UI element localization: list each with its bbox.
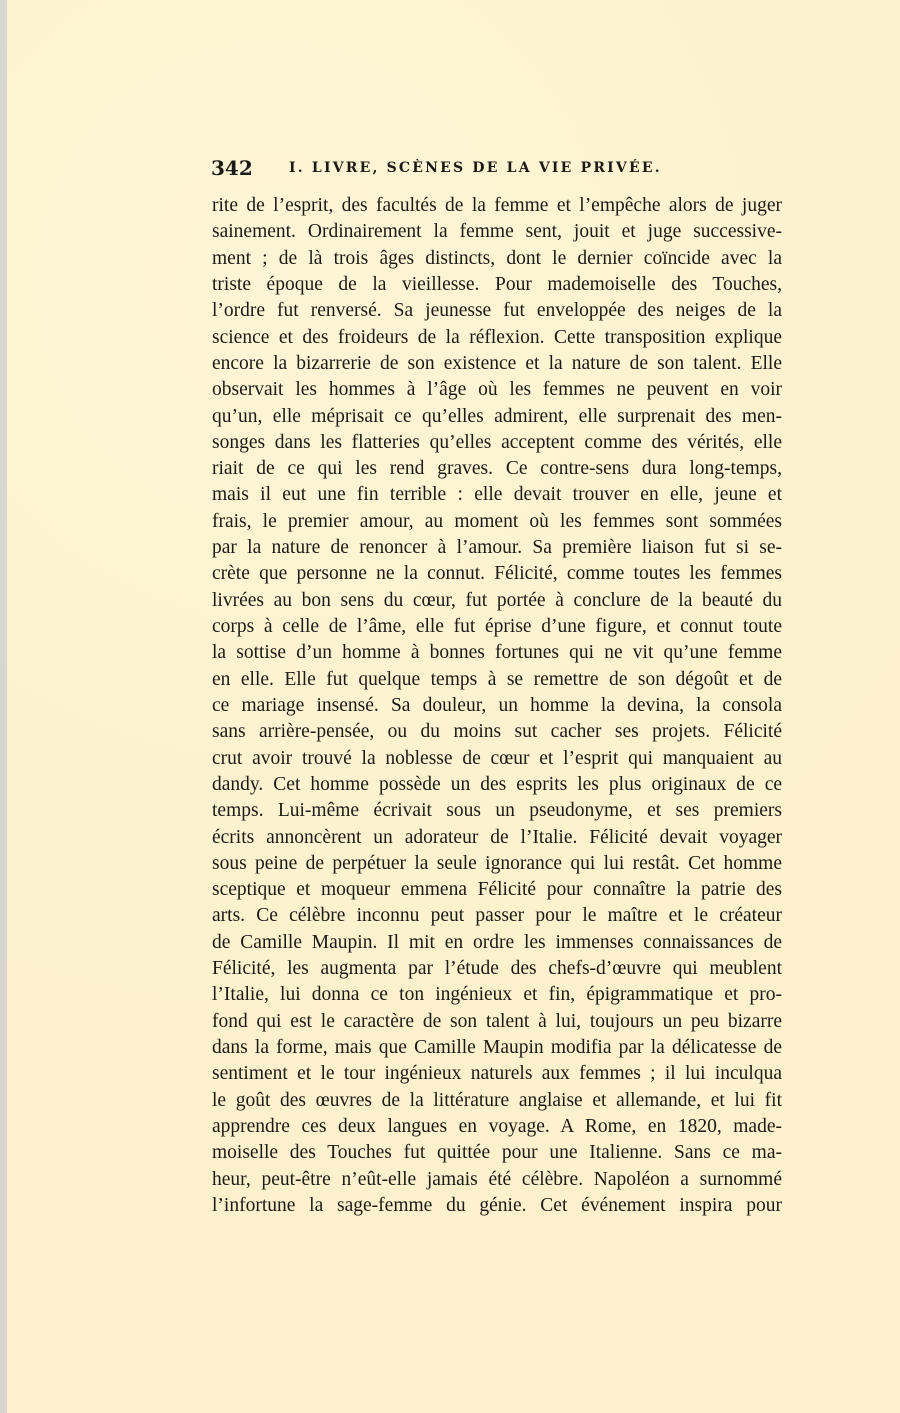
page-header — [211, 156, 781, 184]
text-line: arts. Ce célèbre inconnu peut passer pour le maître et le créateur — [212, 905, 782, 927]
text-line: corps à celle de l’âme, elle fut éprise d’une figure, et connut toute — [212, 616, 782, 637]
text-line: livrées au bon sens du cœur, fut portée à conclure de la beauté du — [212, 589, 782, 611]
text-line: science et des froideurs de la réflexion. Cette transposition explique — [212, 326, 782, 348]
text-line: ment ; de là trois âges distincts, dont le dernier coïncide avec la — [212, 247, 782, 269]
text-line: l’infortune la sage-femme du génie. Cet événement inspira pour — [212, 1194, 782, 1216]
text-line: écrits annoncèrent un adorateur de l’Italie. Félicité devait voyager — [212, 826, 782, 848]
text-line: crut avoir trouvé la noblesse de cœur et l’esprit qui manquaient au — [212, 747, 782, 769]
text-line: heur, peut-être n’eût-elle jamais été célèbre. Napoléon a surnommé — [212, 1168, 782, 1190]
text-line: sceptique et moqueur emmena Félicité pour connaître la patrie des — [212, 879, 782, 901]
text-line: rite de l’esprit, des facultés de la femme et l’empêche alors de juger — [212, 195, 782, 216]
text-line: qu’un, elle méprisait ce qu’elles admirent, elle surprenait des men- — [212, 405, 782, 427]
running-title: I. LIVRE, SCÈNES DE LA VIE PRIVÉE. — [289, 160, 662, 176]
text-line: le goût des œuvres de la littérature anglaise et allemande, et lui fit — [212, 1089, 782, 1111]
text-line: triste époque de la vieillesse. Pour mademoiselle des Touches, — [212, 273, 782, 295]
scan-left-edge — [0, 0, 7, 1413]
text-line: observait les hommes à l’âge où les femmes ne peuvent en voir — [212, 379, 782, 401]
text-line: ce mariage insensé. Sa douleur, un homme la devina, la consola — [212, 694, 782, 716]
text-line: de Camille Maupin. Il mit en ordre les immenses connaissances de — [212, 931, 782, 953]
text-line: en elle. Elle fut quelque temps à se remettre de son dégoût et de — [212, 668, 782, 690]
text-line: temps. Lui-même écrivait sous un pseudonyme, et ses premiers — [212, 800, 782, 822]
text-line: sous peine de perpétuer la seule ignorance qui lui restât. Cet homme — [212, 852, 782, 874]
text-line: sainement. Ordinairement la femme sent, jouit et juge successive- — [212, 221, 782, 243]
text-line: moiselle des Touches fut quittée pour une Italienne. Sans ce ma- — [212, 1142, 782, 1164]
text-line: frais, le premier amour, au moment où les femmes sont sommées — [212, 510, 782, 532]
text-line: l’Italie, lui donna ce ton ingénieux et fin, épigrammatique et pro- — [212, 984, 782, 1006]
text-line: apprendre ces deux langues en voyage. A Rome, en 1820, made- — [212, 1115, 782, 1137]
text-line: crète que personne ne la connut. Félicité, comme toutes les femmes — [212, 563, 782, 585]
text-line: Félicité, les augmenta par l’étude des chefs-d’œuvre qui meublent — [212, 958, 782, 980]
text-line: encore la bizarrerie de son existence et la nature de son talent. Elle — [212, 352, 782, 374]
text-line: l’ordre fut renversé. Sa jeunesse fut enveloppée des neiges de la — [212, 300, 782, 322]
text-line: dans la forme, mais que Camille Maupin modifia par la délicatesse de — [212, 1037, 782, 1058]
body-text — [212, 193, 782, 1219]
text-line: mais il eut une fin terrible : elle devait trouver en elle, jeune et — [212, 484, 782, 506]
text-line: sans arrière-pensée, ou du moins sut cacher ses projets. Félicité — [212, 721, 782, 743]
text-line: fond qui est le caractère de son talent à lui, toujours un peu bizarre — [212, 1010, 782, 1032]
text-line: par la nature de renoncer à l’amour. Sa première liaison fut si se- — [212, 537, 782, 559]
text-line: sentiment et le tour ingénieux naturels aux femmes ; il lui inculqua — [212, 1063, 782, 1085]
text-line: la sottise d’un homme à bonnes fortunes qui ne vit qu’une femme — [212, 642, 782, 664]
text-line: dandy. Cet homme possède un des esprits les plus originaux de ce — [212, 773, 782, 795]
text-line: songes dans les flatteries qu’elles acceptent comme des vérités, elle — [212, 431, 782, 453]
page-number: 342 — [211, 156, 253, 180]
text-line: riait de ce qui les rend graves. Ce contre-sens dura long-temps, — [212, 458, 782, 480]
